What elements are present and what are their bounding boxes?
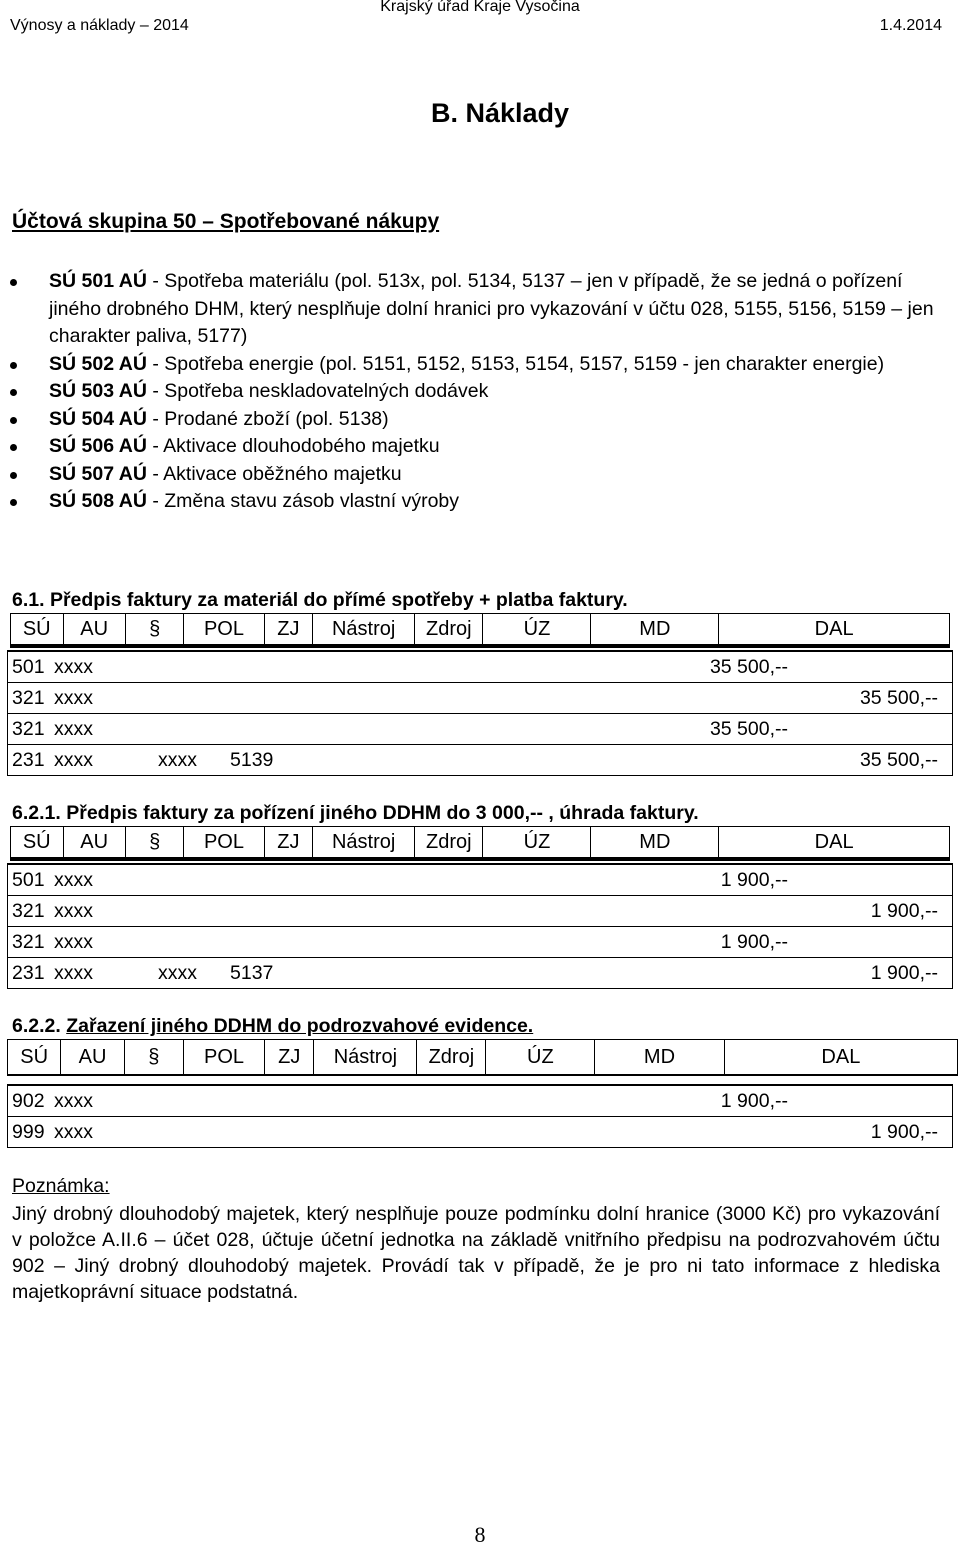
header-office: Krajský úřad Kraje Vysočina [380,0,580,15]
section-title-text: Zařazení jiného DDHM do podrozvahové evidence. [66,1015,534,1037]
column-header: SÚ [8,1040,61,1074]
account-list-item [0,351,960,379]
column-header: MD [591,614,719,644]
table-row [8,1117,952,1147]
section-title-text: Předpis faktury za pořízení jiného DDHM do 3 000,-- , úhrada faktury. [66,802,699,824]
account-description: - Spotřeba energie (pol. 5151, 5152, 5153, 5154, 5157, 5159 - jen charakter energie) [146,352,885,375]
column-header: MD [595,1040,725,1074]
column-header: AU [64,827,126,857]
table-row [8,683,952,714]
cell-su: 902 [12,1090,45,1112]
section-title [12,589,628,612]
column-header: DAL [814,617,854,640]
bullet-icon [10,472,17,479]
header-date: 1.4.2014 [879,17,942,34]
cell-dal: 1 900,-- [870,1121,938,1143]
table-row [8,714,952,745]
account-list-item [0,433,960,461]
cell-au: xxxx [54,749,93,771]
cell-pol: 5139 [230,749,274,771]
table-row [8,1086,952,1117]
posting-table-header [7,1039,958,1076]
cell-dal: 1 900,-- [870,962,938,984]
account-description: - Aktivace oběžného majetku [146,462,402,485]
account-list [0,268,960,516]
posting-table-body [7,863,953,989]
cell-su: 501 [12,869,45,891]
cell-au: xxxx [54,869,93,891]
column-header: ZJ [265,614,314,644]
cell-au: xxxx [54,900,93,922]
column-header: Zdroj [415,614,483,644]
table-row [8,927,952,958]
cell-au: xxxx [54,962,93,984]
cell-au: xxxx [54,718,93,740]
cell-md: 1 900,-- [720,1090,788,1112]
cell-md: 35 500,-- [709,718,788,740]
column-header: § [126,827,184,857]
section-number: 6.1. [12,589,45,611]
bullet-icon [10,444,17,451]
cell-su: 999 [12,1121,45,1143]
column-header: AU [64,614,126,644]
account-code: SÚ 507 AÚ [49,462,147,485]
column-header: DAL [821,1045,861,1068]
account-list-item [0,378,960,406]
cell-dal: 35 500,-- [859,687,938,709]
bullet-icon [10,279,17,286]
cell-au: xxxx [54,656,93,678]
section-title [12,1015,533,1038]
cell-su: 321 [12,718,45,740]
section-title [12,802,699,825]
column-header: DAL [814,830,854,853]
cell-dal: 35 500,-- [859,749,938,771]
column-header: § [125,1040,184,1074]
account-code: SÚ 504 AÚ [49,407,147,430]
posting-table-header [10,826,950,861]
page-title: B. Náklady [430,98,570,128]
account-description: - Spotřeba neskladovatelných dodávek [146,380,489,402]
cell-dal: 1 900,-- [870,900,938,922]
column-header: § [126,614,184,644]
account-list-item [0,461,960,489]
bullet-icon [10,362,17,369]
column-header: Nástroj [313,614,415,644]
cell-md: 1 900,-- [720,869,788,891]
column-header: ZJ [265,1040,314,1074]
note-label: Poznámka: [12,1175,110,1197]
table-row [8,652,952,683]
note-text: Jiný drobný dlouhodobý majetek, který nesplňuje pouze podmínku dolní hranice (3000 Kč) pro vykazování v položce A.II.6 – účet 028, účtuje účetní jednotka na základě vnitřního předpisu na podrozvahovém účtu 902 – Jiný drobný dlouhodobý majetek. Provádí tak v případě, že je pro ni tato informace z hlediska majetkoprávní situace podstatná. [12,1203,940,1303]
table-row [8,745,952,775]
column-header: ÚZ [486,1040,595,1074]
section-number: 6.2.1. [12,802,61,824]
cell-pol: 5137 [230,962,274,984]
column-header: ÚZ [483,614,591,644]
column-header: MD [591,827,719,857]
cell-su: 501 [12,656,45,678]
group-heading: Účtová skupina 50 – Spotřebované nákupy [12,210,440,233]
cell-su: 231 [12,962,45,984]
account-description: - Změna stavu zásob vlastní výroby [146,490,460,512]
page-number: 8 [474,1522,486,1547]
posting-table-header [10,613,950,648]
table-row [8,958,952,988]
account-code: SÚ 503 AÚ [49,380,147,402]
cell-su: 321 [12,900,45,922]
account-list-item [0,488,960,516]
column-header: Nástroj [313,827,415,857]
bullet-icon [10,389,17,396]
column-header: AU [61,1040,124,1074]
column-header: Zdroj [417,1040,486,1074]
column-header: ÚZ [483,827,591,857]
account-description: - Prodané zboží (pol. 5138) [146,407,389,430]
cell-au: xxxx [54,687,93,709]
table-row [8,865,952,896]
section-title-text: Předpis faktury za materiál do přímé spotřeby + platba faktury. [49,589,628,611]
cell-su: 231 [12,749,45,771]
account-description: - Spotřeba materiálu (pol. 513x, pol. 5134, 5137 – jen v případě, že se jedná o pořízení jiného drobného DHM, který nesplňuje dolní hranici pro vykazování v účtu 028, 5155, 5156, 5159 – jen charakter paliva, 5177) [49,270,934,347]
bullet-icon [10,499,17,506]
cell-su: 321 [12,687,45,709]
column-header: ZJ [265,827,314,857]
account-code: SÚ 506 AÚ [49,435,147,457]
column-header: POL [184,827,264,857]
column-header: SÚ [11,614,64,644]
cell-par: xxxx [158,962,197,984]
cell-au: xxxx [54,1090,93,1112]
cell-au: xxxx [54,931,93,953]
cell-md: 35 500,-- [709,656,788,678]
posting-table-body [7,1084,953,1148]
cell-su: 321 [12,931,45,953]
column-header: POL [184,1040,265,1074]
account-list-item [0,268,960,351]
bullet-icon [10,417,17,424]
column-header: POL [184,614,264,644]
cell-par: xxxx [158,749,197,771]
column-header: Nástroj [314,1040,417,1074]
account-code: SÚ 508 AÚ [49,490,147,512]
posting-table-body [7,650,953,776]
column-header: SÚ [11,827,64,857]
account-description: - Aktivace dlouhodobého majetku [146,435,440,457]
table-row [8,896,952,927]
header-doc-title: Výnosy a náklady – 2014 [10,17,189,34]
section-number: 6.2.2. [12,1015,61,1037]
account-code: SÚ 502 AÚ [49,352,147,375]
cell-au: xxxx [54,1121,93,1143]
column-header: Zdroj [415,827,483,857]
account-code: SÚ 501 AÚ [49,270,147,292]
account-list-item [0,406,960,434]
cell-md: 1 900,-- [720,931,788,953]
